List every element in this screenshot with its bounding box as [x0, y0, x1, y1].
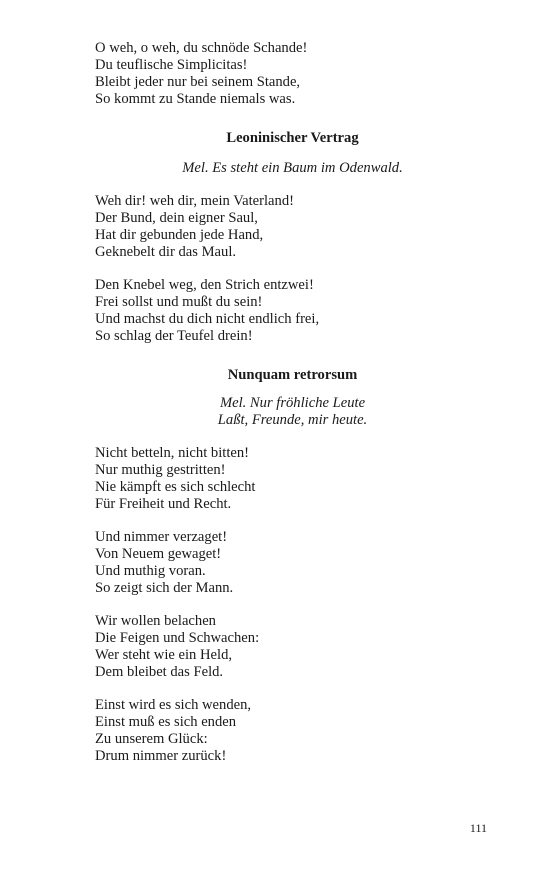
nunquam-stanza-4 — [95, 697, 495, 765]
verse-line: Wer steht wie ein Held, — [95, 647, 233, 663]
verse-line: Von Neuem gewaget! — [95, 546, 222, 562]
verse-line: Und machst du dich nicht endlich frei, — [95, 311, 320, 327]
verse-line: Den Knebel weg, den Strich entzwei! — [95, 277, 314, 293]
verse-line: So zeigt sich der Mann. — [95, 580, 234, 596]
nunquam-stanza-3 — [95, 613, 495, 681]
page-number: 111 — [469, 821, 487, 835]
melody-note-nunquam — [95, 395, 490, 429]
nunquam-stanza-1 — [95, 445, 495, 513]
verse-line: Nie kämpft es sich schlecht — [95, 479, 256, 495]
melody-note-leonine: Mel. Es steht ein Baum im Odenwald. — [182, 160, 403, 176]
verse-line: Du teuflische Simplicitas! — [95, 57, 248, 73]
leonine-stanza-1 — [95, 193, 495, 261]
melody-line: Mel. Nur fröhliche Leute — [219, 395, 366, 411]
verse-line: Nur muthig gestritten! — [95, 462, 226, 478]
poem-title-nunquam: Nunquam retrorsum — [227, 367, 358, 383]
verse-line: Dem bleibet das Feld. — [95, 664, 224, 680]
verse-line: Hat dir gebunden jede Hand, — [95, 227, 264, 243]
verse-line: Nicht betteln, nicht bitten! — [95, 445, 250, 461]
melody-line: Laßt, Freunde, mir heute. — [217, 412, 368, 428]
leonine-stanza-2 — [95, 277, 495, 345]
verse-line: Bleibt jeder nur bei seinem Stande, — [95, 74, 301, 90]
verse-line: Einst wird es sich wenden, — [95, 697, 252, 713]
verse-line: Frei sollst und mußt du sein! — [95, 294, 263, 310]
verse-line: Geknebelt dir das Maul. — [95, 244, 237, 260]
verse-line: Die Feigen und Schwachen: — [95, 630, 260, 646]
verse-line: Zu unserem Glück: — [95, 731, 208, 747]
verse-line: So schlag der Teufel drein! — [95, 328, 253, 344]
verse-line: Drum nimmer zurück! — [95, 748, 227, 764]
verse-line: Und nimmer verzaget! — [95, 529, 228, 545]
verse-line: Wir wollen belachen — [95, 613, 216, 629]
nunquam-stanza-2 — [95, 529, 495, 597]
verse-line: Der Bund, dein eigner Saul, — [95, 210, 258, 226]
verse-line: Einst muß es sich enden — [95, 714, 237, 730]
verse-line: O weh, o weh, du schnöde Schande! — [95, 40, 308, 56]
poem-title-leonine: Leoninischer Vertrag — [226, 130, 359, 146]
verse-line: Und muthig voran. — [95, 563, 206, 579]
verse-line: So kommt zu Stande niemals was. — [95, 91, 296, 107]
poem-intro-stanza — [95, 40, 495, 108]
verse-line: Für Freiheit und Recht. — [95, 496, 232, 512]
verse-line: Weh dir! weh dir, mein Vaterland! — [95, 193, 294, 209]
